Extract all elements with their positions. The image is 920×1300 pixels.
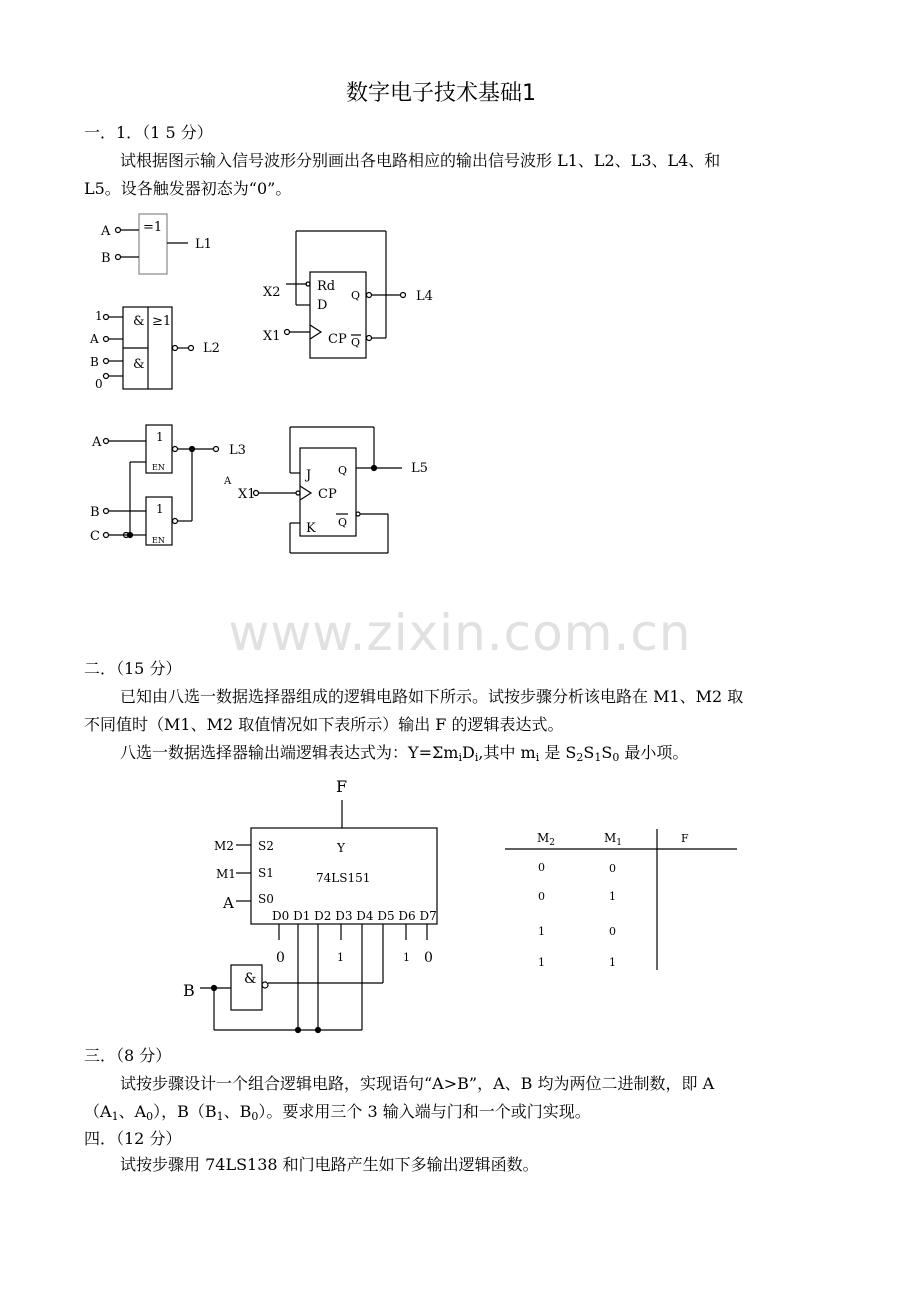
dff-d-label: D <box>317 298 328 313</box>
table-header-m1: $M_1$ <box>604 831 623 848</box>
table-cell: 0 <box>609 862 616 875</box>
dff-rd-label: Rd <box>317 279 336 294</box>
dff-q-label: Q <box>351 289 361 302</box>
circuit3-tristate <box>90 425 246 545</box>
dff-x2-label: X2 <box>263 285 281 300</box>
mux-s0-label: S0 <box>258 892 274 906</box>
q2-text-line2: 不同值时（M1、M2 取值情况如下表所示）输出 F 的逻辑表达式。 <box>84 715 564 734</box>
buffer2-symbol: 1 <box>156 502 164 516</box>
table-cell: 0 <box>538 861 545 874</box>
mux-a-label: A <box>223 894 234 912</box>
page-title: 数字电子技术基础1 <box>346 81 536 106</box>
aoi-input1-label: 1 <box>95 309 103 323</box>
mux-s2-label: S2 <box>258 839 274 853</box>
aoi-and2-symbol: & <box>133 357 145 372</box>
watermark: www.zixin.com.cn <box>228 604 692 662</box>
mux-m2-label: M2 <box>214 839 234 853</box>
q2-heading: 二．（15 分） <box>84 659 182 678</box>
l5-label: L5 <box>411 461 428 476</box>
dff-qbar-label: Q <box>351 336 361 349</box>
mux-d6-value: 1 <box>403 951 410 964</box>
dff-cp-label: CP <box>328 332 347 347</box>
aoi-and1-symbol: & <box>133 314 145 329</box>
aoi-input2-label: A <box>90 332 99 346</box>
buffer1-symbol: 1 <box>156 430 164 444</box>
xor-input-b-label: B <box>101 251 111 266</box>
q2-text-line1: 已知由八选一数据选择器组成的逻辑电路如下所示。试按步骤分析该电路在 M1、M2 取 <box>120 687 744 706</box>
q1-text-line1: 试根据图示输入信号波形分别画出各电路相应的输出信号波形 L1、L2、L3、L4、和 <box>120 151 721 170</box>
xor-input-a-label: A <box>101 224 111 239</box>
mux-circuit <box>183 777 437 1033</box>
circuit1-xor <box>100 214 212 274</box>
xor-symbol: =1 <box>143 220 163 235</box>
dff-x1-label: X1 <box>263 329 281 344</box>
buffer1-en-label: EN <box>152 463 165 472</box>
tristate-input-b-label: B <box>90 505 100 520</box>
l4-label: L4 <box>416 289 433 304</box>
q1-text-line2: L5。设各触发器初态为“0”。 <box>84 179 292 198</box>
q2-text-line3: 八选一数据选择器输出端逻辑表达式为：$Y=\Sigma m_iD_i$,其中 $m_i$ 是 $S_2S_1S_0$ 最小项。 <box>120 743 689 764</box>
table-cell: 1 <box>538 956 545 969</box>
tristate-input-c-label: C <box>90 529 100 544</box>
circuit5-jkff <box>223 427 428 553</box>
buffer2-en-label: EN <box>152 536 165 545</box>
table-header-m2: $M_2$ <box>537 831 556 848</box>
mux-data-input-labels: D0 D1 D2 D3 D4 D5 D6 D7 <box>272 909 437 923</box>
mux-s1-label: S1 <box>258 866 274 880</box>
aoi-or-symbol: ≥1 <box>152 314 172 329</box>
jkff-k-label: K <box>306 521 316 536</box>
aoi-input3-label: B <box>90 355 99 369</box>
q3-heading: 三．（8 分） <box>84 1046 172 1065</box>
q4-heading: 四．（12 分） <box>84 1129 182 1148</box>
mux-d3-value: 1 <box>337 951 344 964</box>
table-cell: 1 <box>538 925 545 938</box>
mux-d7-value: 0 <box>424 950 433 966</box>
mux-y-label: Y <box>337 841 345 855</box>
l3-label: L3 <box>229 443 246 458</box>
table-cell: 1 <box>609 956 616 969</box>
q3-text-line1: 试按步骤设计一个组合逻辑电路，实现语句“A>B”，A、B 均为两位二进制数，即 A <box>120 1074 715 1093</box>
nand-symbol: & <box>244 971 257 987</box>
jkff-x1-label: X1 <box>238 487 256 502</box>
mux-d0-value: 0 <box>276 950 285 966</box>
jkff-cp-label: CP <box>318 487 337 502</box>
table-cell: 0 <box>538 890 545 903</box>
circuit4-dff <box>263 231 433 358</box>
mux-chip-name: 74LS151 <box>316 871 371 885</box>
l2-label: L2 <box>203 341 220 356</box>
table-header-f: F <box>681 832 689 845</box>
jkff-q-label: Q <box>338 464 348 477</box>
mux-m1-label: M1 <box>216 867 236 881</box>
q1-heading: 一．1．（1 5 分） <box>84 123 213 142</box>
jkff-j-label: J <box>306 468 312 483</box>
q4-text-line1: 试按步骤用 74LS138 和门电路产生如下多输出逻辑函数。 <box>120 1155 539 1174</box>
table-cell: 1 <box>609 890 616 903</box>
truth-table <box>505 829 737 970</box>
q3-text-line2: （$A_1$、$A_0$），$B(B_1$、$B_0$）。要求用三个 3 输入端与门和一个或门实现。 <box>84 1102 591 1123</box>
jkff-a-label: A <box>224 476 232 487</box>
mux-output-f-label: F <box>336 777 348 796</box>
tristate-input-a-label: A <box>92 435 102 450</box>
jkff-qbar-label: Q <box>338 516 348 529</box>
mux-b-label: B <box>183 981 195 1000</box>
circuit2-aoi <box>89 307 220 391</box>
l1-label: L1 <box>195 237 212 252</box>
aoi-input4-label: 0 <box>95 377 103 391</box>
table-cell: 0 <box>609 925 616 938</box>
